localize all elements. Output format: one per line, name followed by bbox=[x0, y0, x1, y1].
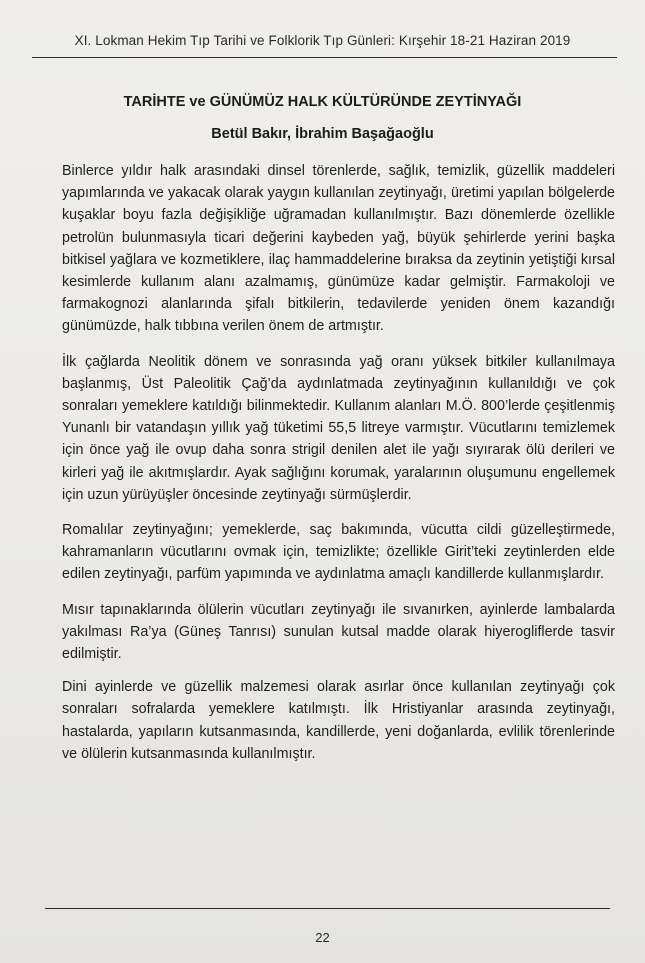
article-title: TARİHTE ve GÜNÜMÜZ HALK KÜLTÜRÜNDE ZEYTİNYAĞI bbox=[123, 94, 522, 110]
paragraph-2: İlk çağlarda Neolitik dönem ve sonrasında yağ oranı yüksek bitkiler kullanılmaya başlanmış, Üst Paleolitik Çağ’da aydınlatmada zeytinyağının kullanıldığı ve çok sonraları yemeklere katıldığı bilinmektedir. Kullanım alanları M.Ö. 800’lerde çeşitlenmiş Yunanlı bir vatandaşın yıllık yağ tüketimi 55,5 litreye varmıştır. Vücutlarını temizlemek için önce yağ ile ovup daha sonra strigil denilen alet ile yağı sıyırarak ölü derileri ve kirleri yağ ile akıtmışlardır. Ayak sağlığını korumak, yaralarının oluşumunu engellemek için uzun yürüyüşler öncesinde zeytinyağı sürmüşlerdir. bbox=[62, 353, 615, 503]
article-body bbox=[62, 160, 615, 778]
running-header: XI. Lokman Hekim Tıp Tarihi ve Folklorik Tıp Günleri: Kırşehir 18-21 Haziran 2019 bbox=[74, 33, 571, 48]
paragraph-3: Romalılar zeytinyağını; yemeklerde, saç bakımında, vücutta cildi güzelleştirmede, kahramanların vücutlarını ovmak için, temizlikte; özellikle Girit’teki zeytinlerden elde edilen zeytinyağı, parfüm yapımında ve aydınlatma amaçlı kandillerde kullanmışlardır. bbox=[62, 522, 615, 583]
article-authors: Betül Bakır, İbrahim Başağaoğlu bbox=[211, 126, 434, 142]
paragraph-1: Binlerce yıldır halk arasındaki dinsel törenlerde, sağlık, temizlik, güzellik maddeleri yapımlarında ve yakacak olarak yaygın kullanılan zeytinyağı, üretimi yapılan bölgelerde kuşaklar boyu fazla değişikliğe uğramadan kullanılmıştır. Bazı dönemlerde özellikle petrolün bulunmasıyla ticari değerini kaybeden yağ, büyük şehirlerde yerini başka bitkisel yağlara ve kozmetiklere, ilaç hammaddelerine bıraksa da zeytinin yetiştiği kırsal kesimlerde kullanım alanı azalmamış, günümüze kadar gelmiştir. Farmakoloji ve farmakognozi alanlarında şifalı bitkilerin, tedavilerde yeniden önem kazandığı günümüzde, halk tıbbına verilen önem de artmıştır. bbox=[62, 163, 615, 335]
paragraph-4: Mısır tapınaklarında ölülerin vücutları zeytinyağı ile sıvanırken, ayinlerde lambalarda yakılması Ra’ya (Güneş Tanrısı) sunulan kutsal madde olarak hiyerogliflerde tasvir edilmiştir. bbox=[62, 601, 615, 663]
footer-rule bbox=[45, 908, 610, 909]
page-number: 22 bbox=[315, 930, 330, 945]
paragraph-5: Dini ayinlerde ve güzellik malzemesi olarak asırlar önce kullanılan zeytinyağı çok sonraları sofralarda yemeklere katılmıştı. İlk Hristiyanlar arasında zeytinyağı, hastalarda, yapıların kutsanmasında, kandillerde, yeni doğanlarda, evlilik törenlerinde ve ölülerin kutsanmasında kullanılmıştır. bbox=[62, 679, 615, 762]
header-rule bbox=[32, 57, 617, 58]
